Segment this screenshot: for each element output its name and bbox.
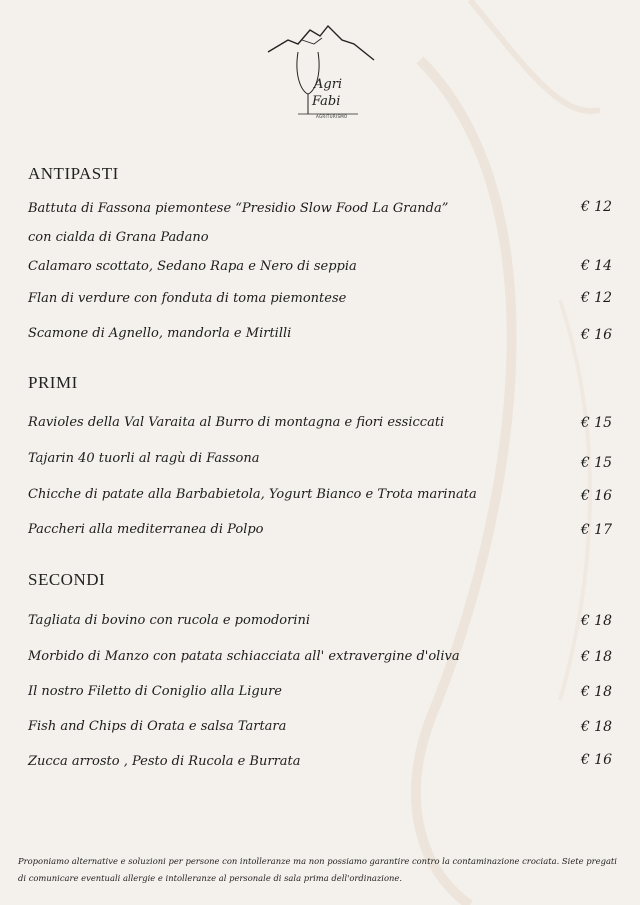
menu-item-name: Scamone di Agnello, mandorla e Mirtilli xyxy=(28,326,292,341)
menu-item-name: Chicche di patate alla Barbabietola, Yogurt Bianco e Trota marinata xyxy=(28,487,477,502)
allergy-disclaimer: Proponiamo alternative e soluzioni per persone con intolleranze ma non possiamo garantire contro la contaminazione crociata. Siete pregati di comunicare eventuali allergie e intolleranze al personale di sala prima dell'ordinazione. xyxy=(18,856,617,883)
menu-item-name: Tagliata di bovino con rucola e pomodorini xyxy=(28,613,311,628)
section-title-primi: PRIMI xyxy=(28,373,78,392)
menu-item-name: Flan di verdure con fonduta di toma piemontese xyxy=(28,291,347,306)
logo-name-line1: Agri xyxy=(314,77,343,92)
menu-item-price: € 17 xyxy=(580,522,612,538)
menu-item-price: € 18 xyxy=(580,719,612,735)
menu-item-name: Calamaro scottato, Sedano Rapa e Nero di seppia xyxy=(28,259,357,274)
menu-item-name: Battuta di Fassona piemontese “Presidio Slow Food La Granda” xyxy=(28,201,449,216)
menu-item-price: € 16 xyxy=(580,327,612,343)
logo-name-line2: Fabi xyxy=(312,94,341,109)
mountain-wineglass-icon xyxy=(262,22,380,126)
menu-item-price: € 14 xyxy=(580,258,612,274)
menu-item-price: € 18 xyxy=(580,613,612,629)
menu-item-price: € 18 xyxy=(580,684,612,700)
section-title-secondi: SECONDI xyxy=(28,570,106,589)
menu-item-name-line2: con cialda di Grana Padano xyxy=(28,230,209,245)
logo-subtitle: AGRITURISMO xyxy=(316,114,348,119)
menu-item-name: Paccheri alla mediterranea di Polpo xyxy=(28,522,264,537)
menu-item-name: Morbido di Manzo con patata schiacciata all' extravergine d'oliva xyxy=(28,649,460,664)
restaurant-logo xyxy=(262,22,380,126)
menu-item-price: € 15 xyxy=(580,455,612,471)
menu-item-name: Il nostro Filetto di Coniglio alla Ligure xyxy=(28,684,282,699)
menu-item-price: € 15 xyxy=(580,415,612,431)
section-title-antipasti: ANTIPASTI xyxy=(28,164,119,183)
menu-item-price: € 16 xyxy=(580,488,612,504)
menu-item-name: Zucca arrosto , Pesto di Rucola e Burrata xyxy=(28,754,301,769)
menu-item-price: € 12 xyxy=(580,290,612,306)
menu-item-name: Ravioles della Val Varaita al Burro di montagna e fiori essiccati xyxy=(28,415,445,430)
menu-item-price: € 16 xyxy=(580,752,612,768)
menu-item-price: € 18 xyxy=(580,649,612,665)
menu-item-name: Tajarin 40 tuorli al ragù di Fassona xyxy=(28,451,260,466)
menu-item-price: € 12 xyxy=(580,199,612,215)
menu-item-name: Fish and Chips di Orata e salsa Tartara xyxy=(28,719,287,734)
